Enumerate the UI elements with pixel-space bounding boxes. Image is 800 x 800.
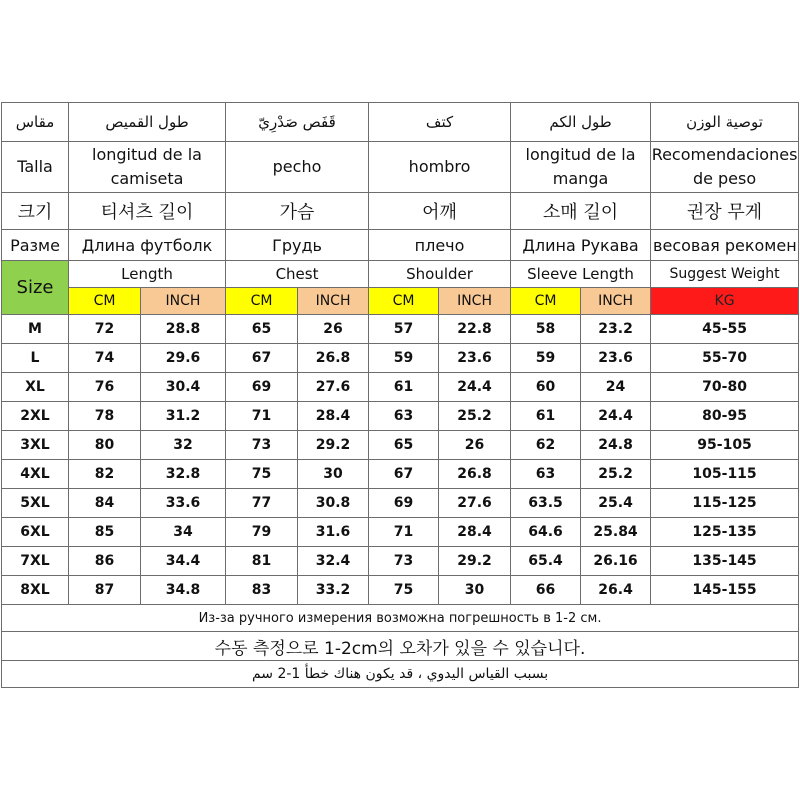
table-row bbox=[2, 489, 799, 518]
table-cell: 75 bbox=[226, 460, 298, 489]
table-cell: 24.8 bbox=[581, 431, 651, 460]
table-cell: 58 bbox=[511, 315, 581, 344]
table-cell: 73 bbox=[369, 547, 439, 576]
table-cell: 30 bbox=[298, 460, 369, 489]
table-cell: 78 bbox=[69, 402, 141, 431]
table-cell: 69 bbox=[226, 373, 298, 402]
table-cell: 28.4 bbox=[439, 518, 511, 547]
sleeve-header-ko: 소매 길이 bbox=[511, 193, 651, 230]
size-header-ar: مقاس bbox=[2, 103, 69, 142]
table-row bbox=[2, 315, 799, 344]
length-header-ar: طول القميص bbox=[69, 103, 226, 142]
size-label: 3XL bbox=[2, 431, 69, 460]
shoulder-header-es: hombro bbox=[369, 142, 511, 193]
table-cell: 25.4 bbox=[581, 489, 651, 518]
table-cell: 63 bbox=[511, 460, 581, 489]
header-row-english bbox=[2, 261, 799, 288]
table-cell: 86 bbox=[69, 547, 141, 576]
size-header-en: Size bbox=[2, 261, 69, 315]
table-row bbox=[2, 547, 799, 576]
table-row bbox=[2, 373, 799, 402]
note-russian: Из-за ручного измерения возможна погрешность в 1-2 см. bbox=[2, 605, 799, 632]
size-header-ru: Разме bbox=[10, 235, 60, 255]
table-cell: 67 bbox=[369, 460, 439, 489]
sleeve-header-ar: طول الكم bbox=[511, 103, 651, 142]
table-cell: 63 bbox=[369, 402, 439, 431]
chest-header-ko: 가슴 bbox=[226, 193, 369, 230]
table-cell: 26.8 bbox=[439, 460, 511, 489]
size-header-es: Talla bbox=[2, 142, 69, 193]
table-cell: 77 bbox=[226, 489, 298, 518]
chest-header-en: Chest bbox=[226, 261, 369, 288]
table-cell: 95-105 bbox=[651, 431, 799, 460]
weight-header-es: Recomendaciones de peso bbox=[651, 142, 799, 193]
sleeve-header-ru: Длина Рукава bbox=[511, 230, 651, 261]
note-korean: 수동 측정으로 1-2cm의 오차가 있을 수 있습니다. bbox=[2, 632, 799, 661]
size-label: L bbox=[2, 344, 69, 373]
table-cell: 25.2 bbox=[581, 460, 651, 489]
table-cell: 28.8 bbox=[141, 315, 226, 344]
table-cell: 34.4 bbox=[141, 547, 226, 576]
sleeve-header-es: longitud de la manga bbox=[511, 142, 651, 193]
length-header-ru: Длина футболк bbox=[81, 235, 213, 255]
sleeve-header-en: Sleeve Length bbox=[511, 261, 651, 288]
table-cell: 79 bbox=[226, 518, 298, 547]
table-cell: 30.4 bbox=[141, 373, 226, 402]
header-row-russian bbox=[2, 230, 799, 261]
table-cell: 65.4 bbox=[511, 547, 581, 576]
table-cell: 60 bbox=[511, 373, 581, 402]
table-cell: 31.6 bbox=[298, 518, 369, 547]
header-row-spanish bbox=[2, 142, 799, 193]
table-cell: 135-145 bbox=[651, 547, 799, 576]
table-cell: 29.2 bbox=[298, 431, 369, 460]
length-header-es: longitud de la camiseta bbox=[69, 142, 226, 193]
note-row-russian bbox=[2, 605, 799, 632]
table-cell: 74 bbox=[69, 344, 141, 373]
table-cell: 31.2 bbox=[141, 402, 226, 431]
table-cell: 26.4 bbox=[581, 576, 651, 605]
table-cell: 27.6 bbox=[298, 373, 369, 402]
table-cell: 105-115 bbox=[651, 460, 799, 489]
length-header-ko: 티셔츠 길이 bbox=[69, 193, 226, 230]
table-row bbox=[2, 576, 799, 605]
unit-inch: INCH bbox=[298, 288, 369, 315]
size-header-ko: 크기 bbox=[2, 193, 69, 230]
weight-header-en: Suggest Weight bbox=[651, 261, 799, 288]
table-cell: 25.2 bbox=[439, 402, 511, 431]
table-cell: 72 bbox=[69, 315, 141, 344]
size-label: M bbox=[2, 315, 69, 344]
chest-header-es: pecho bbox=[226, 142, 369, 193]
chest-header-ru: Грудь bbox=[226, 230, 369, 261]
header-row-korean bbox=[2, 193, 799, 230]
table-cell: 25.84 bbox=[581, 518, 651, 547]
table-cell: 81 bbox=[226, 547, 298, 576]
note-row-arabic bbox=[2, 661, 799, 688]
size-label: 8XL bbox=[2, 576, 69, 605]
table-cell: 26.16 bbox=[581, 547, 651, 576]
table-cell: 34.8 bbox=[141, 576, 226, 605]
table-cell: 75 bbox=[369, 576, 439, 605]
length-header-ru-cell bbox=[69, 230, 226, 261]
table-row bbox=[2, 460, 799, 489]
table-cell: 27.6 bbox=[439, 489, 511, 518]
size-data-body bbox=[2, 315, 799, 605]
table-cell: 24 bbox=[581, 373, 651, 402]
table-cell: 57 bbox=[369, 315, 439, 344]
size-header-ru-cell bbox=[2, 230, 69, 261]
table-cell: 23.2 bbox=[581, 315, 651, 344]
note-row-korean bbox=[2, 632, 799, 661]
table-cell: 30.8 bbox=[298, 489, 369, 518]
table-cell: 33.6 bbox=[141, 489, 226, 518]
table-cell: 66 bbox=[511, 576, 581, 605]
shoulder-header-ko: 어깨 bbox=[369, 193, 511, 230]
table-cell: 70-80 bbox=[651, 373, 799, 402]
unit-cm: CM bbox=[511, 288, 581, 315]
size-chart-table bbox=[1, 102, 799, 688]
size-label: 7XL bbox=[2, 547, 69, 576]
unit-inch: INCH bbox=[141, 288, 226, 315]
table-cell: 82 bbox=[69, 460, 141, 489]
table-row bbox=[2, 402, 799, 431]
length-header-en: Length bbox=[69, 261, 226, 288]
unit-cm: CM bbox=[69, 288, 141, 315]
table-cell: 69 bbox=[369, 489, 439, 518]
table-cell: 32 bbox=[141, 431, 226, 460]
table-cell: 59 bbox=[369, 344, 439, 373]
weight-header-ru: весовая рекомен bbox=[653, 235, 797, 255]
table-cell: 83 bbox=[226, 576, 298, 605]
table-cell: 80 bbox=[69, 431, 141, 460]
table-cell: 73 bbox=[226, 431, 298, 460]
table-cell: 24.4 bbox=[581, 402, 651, 431]
weight-header-ar: توصية الوزن bbox=[651, 103, 799, 142]
table-cell: 115-125 bbox=[651, 489, 799, 518]
chest-header-ar: قَفَص صَدْرِيّ bbox=[226, 103, 369, 142]
table-cell: 64.6 bbox=[511, 518, 581, 547]
shoulder-header-ar: كتف bbox=[369, 103, 511, 142]
table-cell: 63.5 bbox=[511, 489, 581, 518]
unit-kg: KG bbox=[651, 288, 799, 315]
table-cell: 71 bbox=[226, 402, 298, 431]
table-cell: 26.8 bbox=[298, 344, 369, 373]
table-cell: 76 bbox=[69, 373, 141, 402]
unit-cm: CM bbox=[226, 288, 298, 315]
table-cell: 34 bbox=[141, 518, 226, 547]
table-row bbox=[2, 518, 799, 547]
table-row bbox=[2, 431, 799, 460]
table-cell: 67 bbox=[226, 344, 298, 373]
size-label: 6XL bbox=[2, 518, 69, 547]
table-cell: 29.6 bbox=[141, 344, 226, 373]
table-cell: 55-70 bbox=[651, 344, 799, 373]
unit-cm: CM bbox=[369, 288, 439, 315]
size-label: 5XL bbox=[2, 489, 69, 518]
table-cell: 45-55 bbox=[651, 315, 799, 344]
table-cell: 84 bbox=[69, 489, 141, 518]
table-cell: 29.2 bbox=[439, 547, 511, 576]
table-cell: 65 bbox=[369, 431, 439, 460]
table-cell: 22.8 bbox=[439, 315, 511, 344]
table-cell: 30 bbox=[439, 576, 511, 605]
unit-row bbox=[2, 288, 799, 315]
unit-inch: INCH bbox=[439, 288, 511, 315]
size-label: 2XL bbox=[2, 402, 69, 431]
table-cell: 32.4 bbox=[298, 547, 369, 576]
table-cell: 62 bbox=[511, 431, 581, 460]
table-cell: 80-95 bbox=[651, 402, 799, 431]
table-cell: 85 bbox=[69, 518, 141, 547]
weight-header-ko: 권장 무게 bbox=[651, 193, 799, 230]
unit-inch: INCH bbox=[581, 288, 651, 315]
table-row bbox=[2, 344, 799, 373]
table-cell: 125-135 bbox=[651, 518, 799, 547]
weight-header-ru-cell bbox=[651, 230, 799, 261]
table-cell: 26 bbox=[298, 315, 369, 344]
header-row-arabic bbox=[2, 103, 799, 142]
table-cell: 145-155 bbox=[651, 576, 799, 605]
table-cell: 61 bbox=[511, 402, 581, 431]
shoulder-header-en: Shoulder bbox=[369, 261, 511, 288]
table-cell: 28.4 bbox=[298, 402, 369, 431]
table-cell: 33.2 bbox=[298, 576, 369, 605]
table-cell: 87 bbox=[69, 576, 141, 605]
table-cell: 61 bbox=[369, 373, 439, 402]
note-arabic: بسبب القياس اليدوي ، قد يكون هناك خطأ 1-2 سم bbox=[2, 661, 799, 688]
table-cell: 32.8 bbox=[141, 460, 226, 489]
table-cell: 71 bbox=[369, 518, 439, 547]
table-cell: 65 bbox=[226, 315, 298, 344]
table-cell: 26 bbox=[439, 431, 511, 460]
size-label: 4XL bbox=[2, 460, 69, 489]
table-cell: 24.4 bbox=[439, 373, 511, 402]
table-cell: 23.6 bbox=[439, 344, 511, 373]
shoulder-header-ru: плечо bbox=[369, 230, 511, 261]
size-label: XL bbox=[2, 373, 69, 402]
table-cell: 59 bbox=[511, 344, 581, 373]
table-cell: 23.6 bbox=[581, 344, 651, 373]
